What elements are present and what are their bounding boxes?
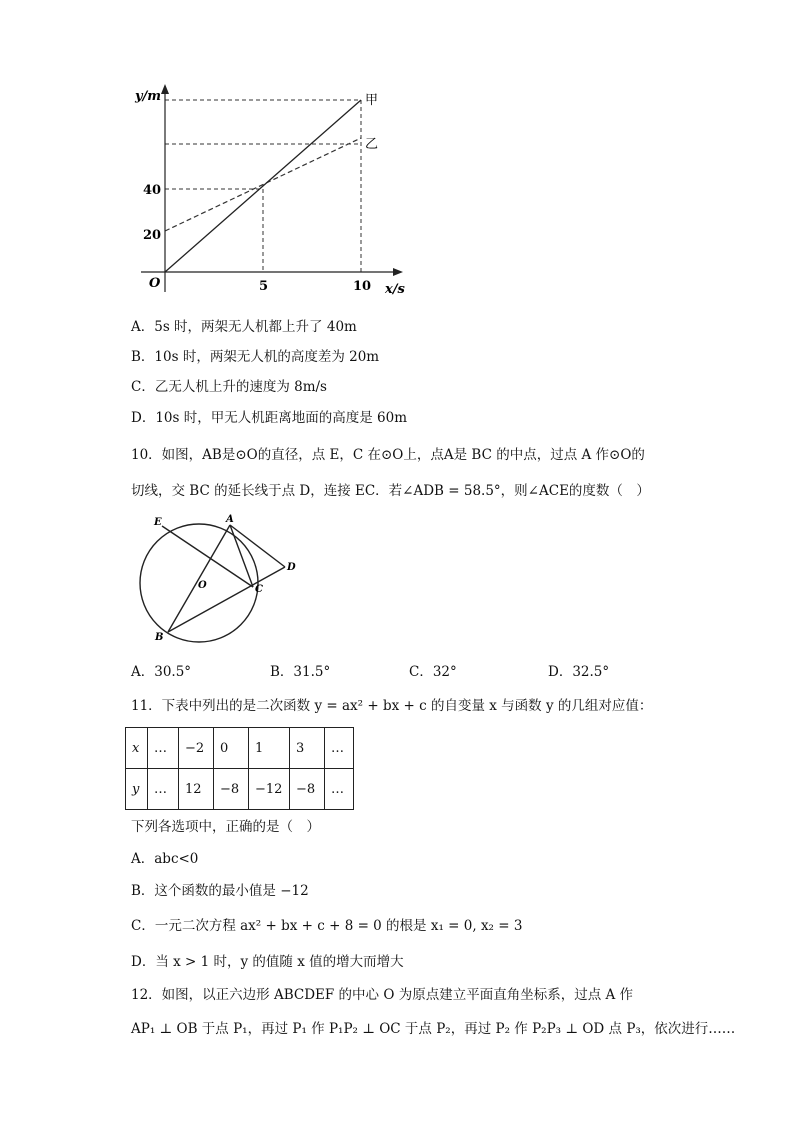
q9-option-a: A．5s 时，两架无人机都上升了 40m xyxy=(131,319,357,335)
table-row xyxy=(126,728,354,769)
q9-option-d: D．10s 时，甲无人机距离地面的高度是 60m xyxy=(131,410,407,426)
q11-option-c: C．一元二次方程 ax² + bx + c + 8 = 0 的根是 x₁ = 0, x₂ = 3 xyxy=(131,918,523,934)
x-tick-10: 10 xyxy=(353,279,372,294)
y-axis-arrow-icon xyxy=(161,84,169,94)
q10-option-a: A．30.5° xyxy=(131,664,192,680)
segment-ec xyxy=(162,526,253,587)
point-o-label: O xyxy=(198,580,207,591)
q10-stem-line1: 10．如图，AB是⊙O的直径，点 E，C 在⊙O上，点A是 BC 的中点，过点 A 作⊙O的 xyxy=(131,447,645,463)
table-cell: … xyxy=(325,728,354,769)
q11-option-b: B．这个函数的最小值是 −12 xyxy=(131,883,309,899)
q9-option-b: B．10s 时，两架无人机的高度差为 20m xyxy=(131,349,380,365)
q12-stem-line1: 12．如图，以正六边形 ABCDEF 的中心 O 为原点建立平面直角坐标系，过点 A 作 xyxy=(131,987,634,1003)
q12-stem-line2: AP₁ ⊥ OB 于点 P₁，再过 P₁ 作 P₁P₂ ⊥ OC 于点 P₂，再过 P₂ 作 P₂P₃ ⊥ OD 点 P₃，依次进行…… xyxy=(131,1021,736,1037)
table-cell: y xyxy=(126,769,148,810)
q11-value-table xyxy=(125,727,354,810)
q11-stem: 11．下表中列出的是二次函数 y = ax² + bx + c 的自变量 x 与函数 y 的几组对应值： xyxy=(131,698,653,714)
q10-option-b: B．31.5° xyxy=(270,664,331,680)
y-tick-20: 20 xyxy=(143,228,162,243)
q11-option-a: A．abc<0 xyxy=(131,851,199,867)
table-cell: … xyxy=(148,769,179,810)
table-cell: … xyxy=(148,728,179,769)
q10-stem-line2: 切线，交 BC 的延长线于点 D，连接 EC．若∠ADB = 58.5°，则∠ACE的度数（ ） xyxy=(131,483,650,499)
x-axis-arrow-icon xyxy=(393,268,403,276)
motion-graph xyxy=(125,80,425,300)
table-cell: x xyxy=(126,728,148,769)
q11-prompt: 下列各选项中，正确的是（ ） xyxy=(131,819,320,835)
origin-label: O xyxy=(149,276,161,291)
q10-option-c: C．32° xyxy=(409,664,457,680)
segment-ab xyxy=(168,525,230,632)
table-cell: 3 xyxy=(290,728,325,769)
point-c-label: C xyxy=(255,584,263,595)
q9-option-c: C．乙无人机上升的速度为 8m/s xyxy=(131,379,327,395)
x-tick-5: 5 xyxy=(259,279,269,294)
table-cell: −8 xyxy=(290,769,325,810)
point-e-label: E xyxy=(154,517,162,528)
table-row xyxy=(126,769,354,810)
table-cell: 0 xyxy=(214,728,249,769)
table-cell: … xyxy=(325,769,354,810)
table-cell: −8 xyxy=(214,769,249,810)
y-tick-40: 40 xyxy=(143,183,162,198)
x-axis-label: x/s xyxy=(385,282,405,297)
circle-figure xyxy=(130,512,310,644)
label-yi: 乙 xyxy=(365,137,379,152)
point-d-label: D xyxy=(287,562,296,573)
table-cell: 1 xyxy=(249,728,290,769)
q11-option-d: D．当 x > 1 时，y 的值随 x 值的增大而增大 xyxy=(131,954,404,970)
y-axis-label: y/m xyxy=(135,89,162,104)
segment-bd xyxy=(168,567,285,632)
table-cell: 12 xyxy=(179,769,214,810)
label-jia: 甲 xyxy=(365,93,379,108)
q10-option-d: D．32.5° xyxy=(548,664,610,680)
table-cell: −2 xyxy=(179,728,214,769)
table-cell: −12 xyxy=(249,769,290,810)
point-a-label: A xyxy=(226,514,234,525)
point-b-label: B xyxy=(155,632,164,643)
